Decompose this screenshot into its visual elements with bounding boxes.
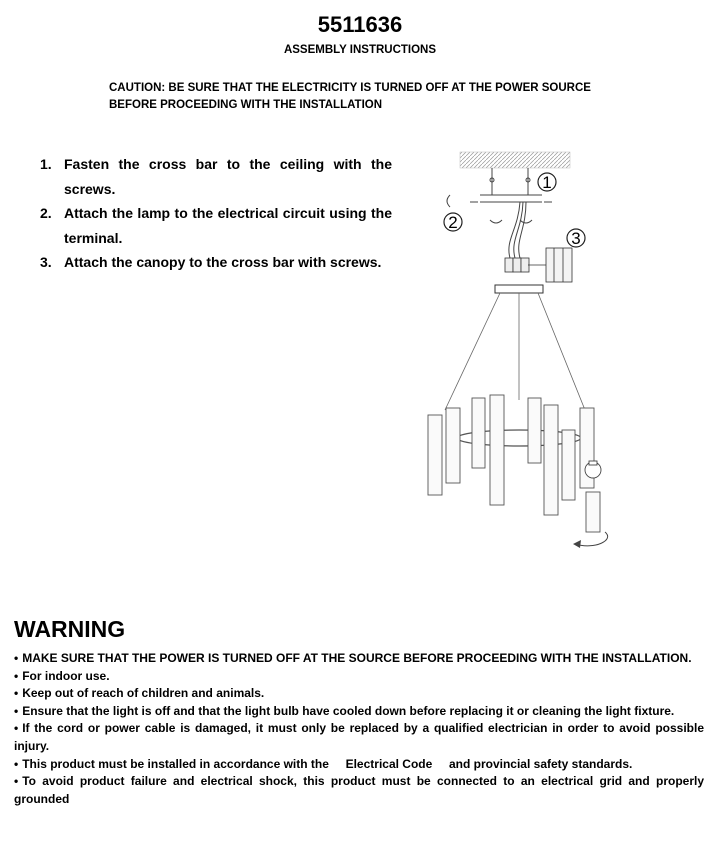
warning-text: MAKE SURE THAT THE POWER IS TURNED OFF AT THE SOURCE BEFORE PROCEEDING WITH THE INSTALLATION. — [22, 651, 692, 665]
warning-text: To avoid product failure and electrical shock, this product must be connected to an electrical grid and properly grounded — [14, 774, 704, 806]
step-number: 2. — [40, 205, 52, 221]
step-text: Attach the lamp to the electrical circuit using the terminal. — [64, 205, 392, 246]
callout-2-label: 2 — [448, 213, 458, 232]
warning-item — [14, 773, 704, 808]
warning-title: WARNING — [14, 616, 126, 642]
warning-item — [14, 720, 704, 755]
wire-icon — [509, 202, 526, 258]
step-number: 3. — [40, 254, 52, 270]
warning-item — [14, 668, 704, 686]
warning-text: For indoor use. — [22, 668, 110, 683]
callout-1-label: 1 — [542, 173, 552, 192]
bullet-icon: • — [14, 721, 19, 736]
caution-line-1: CAUTION: BE SURE THAT THE ELECTRICITY IS TURNED OFF AT THE POWER SOURCE — [109, 82, 591, 94]
assembly-steps — [40, 152, 392, 275]
step-item — [40, 152, 392, 201]
caution-notice — [109, 80, 669, 114]
ceiling-icon — [460, 152, 570, 168]
canopy-icon — [495, 285, 543, 293]
step-text: Attach the canopy to the cross bar with screws. — [64, 254, 382, 270]
caution-line-2: BEFORE PROCEEDING WITH THE INSTALLATION — [109, 99, 383, 111]
warning-item — [14, 756, 704, 774]
warning-text: Ensure that the light is off and that the light bulb have cooled down before replacing it or cleaning the light fixture. — [22, 703, 675, 718]
cross-bar-icon — [447, 168, 552, 223]
warning-text: Keep out of reach of children and animals. — [22, 686, 265, 701]
warning-item — [14, 685, 704, 703]
bullet-icon: • — [14, 756, 19, 771]
bullet-icon: • — [14, 774, 19, 789]
document-title: 5511636 — [317, 12, 403, 37]
callout-3-label: 3 — [571, 229, 581, 248]
suspension-cable-icon — [445, 293, 585, 410]
step-item — [40, 201, 392, 250]
lamp-tube-icon — [428, 395, 600, 532]
step-number: 1. — [40, 156, 52, 172]
warning-item — [14, 703, 704, 721]
step-item — [40, 250, 392, 275]
arrow-head-icon — [573, 540, 581, 548]
warning-list — [14, 650, 704, 808]
terminal-block-icon — [505, 248, 572, 282]
warning-text: This product must be installed in accordance with the Electrical Code and provincial safety standards. — [22, 756, 633, 771]
bullet-icon: • — [14, 668, 19, 683]
warning-item — [14, 650, 704, 668]
chandelier-diagram — [410, 140, 630, 560]
bullet-icon: • — [14, 686, 19, 701]
document-subtitle: ASSEMBLY INSTRUCTIONS — [283, 44, 437, 56]
warning-text: If the cord or power cable is damaged, it must only be replaced by a qualified electrician in order to avoid possible injury. — [14, 721, 704, 753]
bullet-icon: • — [14, 651, 19, 665]
bullet-icon: • — [14, 703, 19, 718]
step-text: Fasten the cross bar to the ceiling with the screws. — [64, 156, 392, 197]
